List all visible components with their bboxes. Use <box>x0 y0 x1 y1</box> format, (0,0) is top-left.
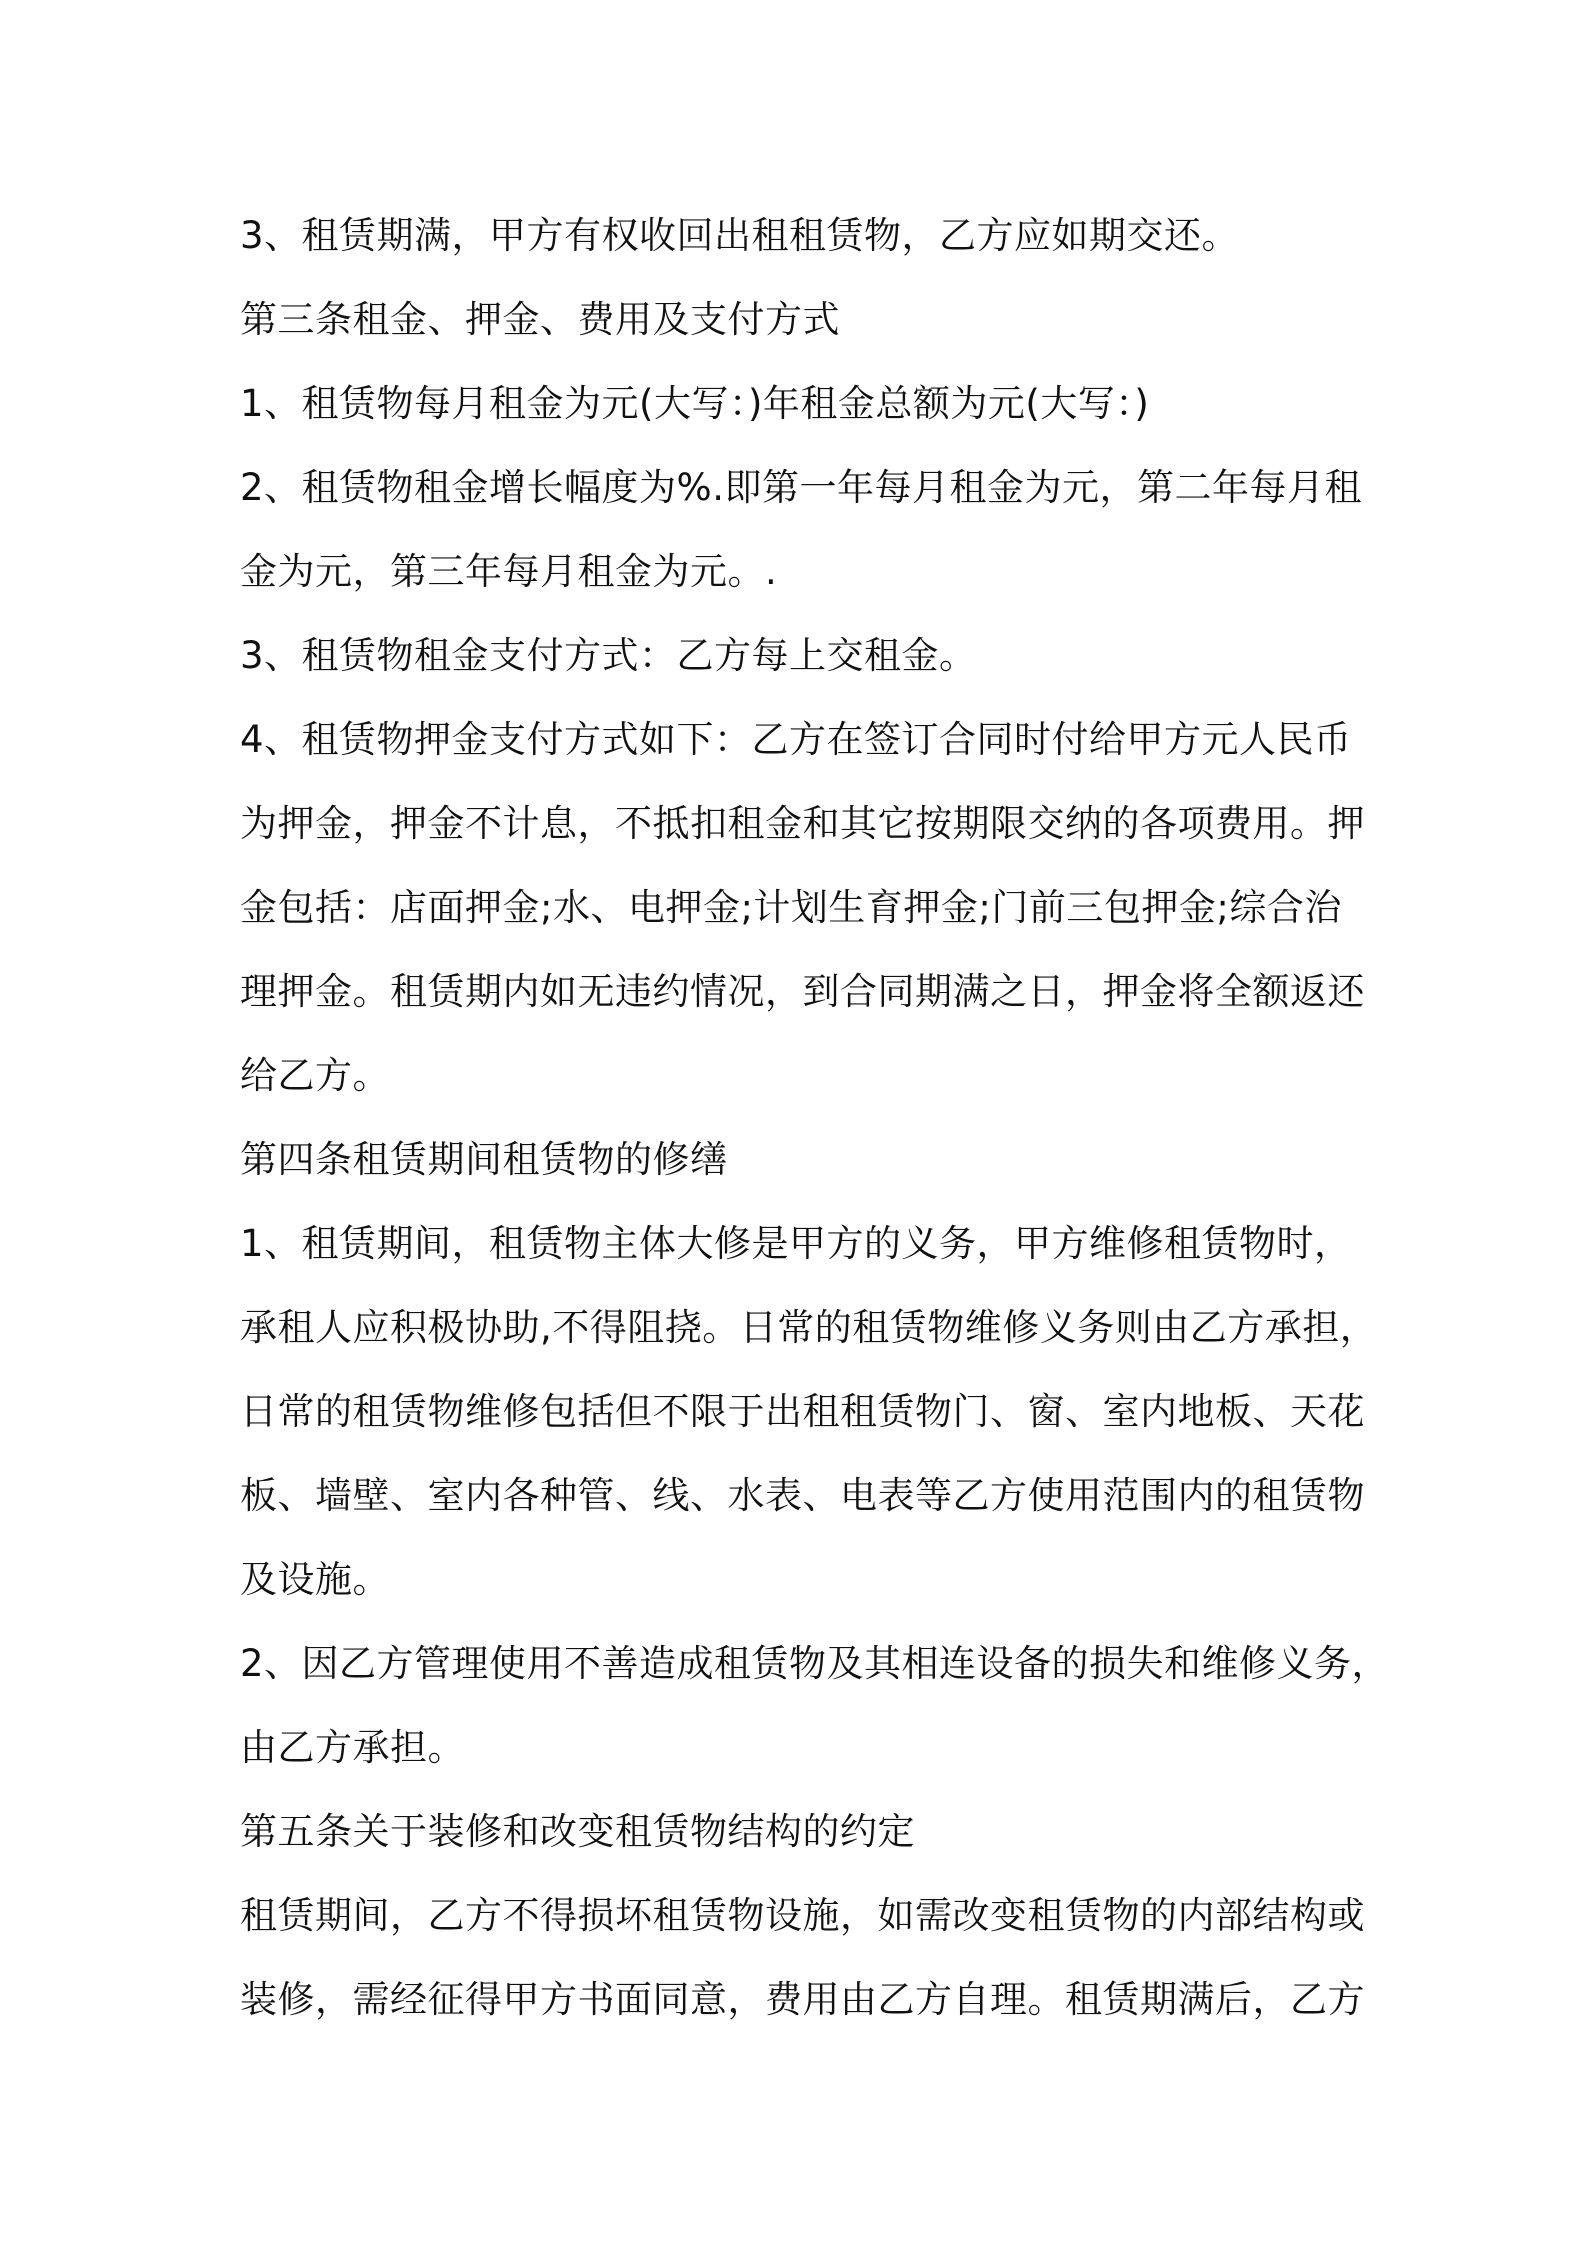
text-line: 1、租赁期间，租赁物主体大修是甲方的义务，甲方维修租赁物时， <box>240 1222 1352 1265</box>
text-line: 2、因乙方管理使用不善造成租赁物及其相连设备的损失和维修义务， <box>240 1642 1390 1685</box>
document-body <box>240 194 1390 2042</box>
text-line: 3、租赁物租金支付方式：乙方每上交租金。 <box>240 634 977 677</box>
text-line: 1、租赁物每月租金为元(大写：)年租金总额为元(大写：) <box>240 382 1150 425</box>
text-line: 3、租赁期满，甲方有权收回出租租赁物，乙方应如期交还。 <box>240 214 1240 257</box>
text-line: 板、墙壁、室内各种管、线、水表、电表等乙方使用范围内的租赁物 <box>240 1474 1365 1517</box>
text-line: 2、租赁物租金增长幅度为%.即第一年每月租金为元，第二年每月租 <box>240 466 1362 509</box>
text-line: 金为元，第三年每月租金为元。. <box>240 550 778 593</box>
section-heading: 第三条租金、押金、费用及支付方式 <box>240 298 840 341</box>
text-line: 为押金，押金不计息，不抵扣租金和其它按期限交纳的各项费用。押 <box>240 802 1365 845</box>
text-line: 金包括：店面押金;水、电押金;计划生育押金;门前三包押金;综合治 <box>240 886 1342 929</box>
text-line: 装修，需经征得甲方书面同意，费用由乙方自理。租赁期满后，乙方 <box>240 1978 1365 2021</box>
text-line: 给乙方。 <box>240 1054 390 1097</box>
section-heading: 第五条关于装修和改变租赁物结构的约定 <box>240 1810 915 1853</box>
text-line: 理押金。租赁期内如无违约情况，到合同期满之日，押金将全额返还 <box>240 970 1365 1013</box>
text-line: 承租人应积极协助,不得阻挠。日常的租赁物维修义务则由乙方承担， <box>240 1306 1378 1349</box>
text-line: 4、租赁物押金支付方式如下：乙方在签订合同时付给甲方元人民币 <box>240 718 1352 761</box>
text-line: 由乙方承担。 <box>240 1726 465 1769</box>
section-heading: 第四条租赁期间租赁物的修缮 <box>240 1138 728 1181</box>
text-line: 及设施。 <box>240 1558 390 1601</box>
text-line: 日常的租赁物维修包括但不限于出租租赁物门、窗、室内地板、天花 <box>240 1390 1365 1433</box>
text-line: 租赁期间，乙方不得损坏租赁物设施，如需改变租赁物的内部结构或 <box>240 1894 1365 1937</box>
